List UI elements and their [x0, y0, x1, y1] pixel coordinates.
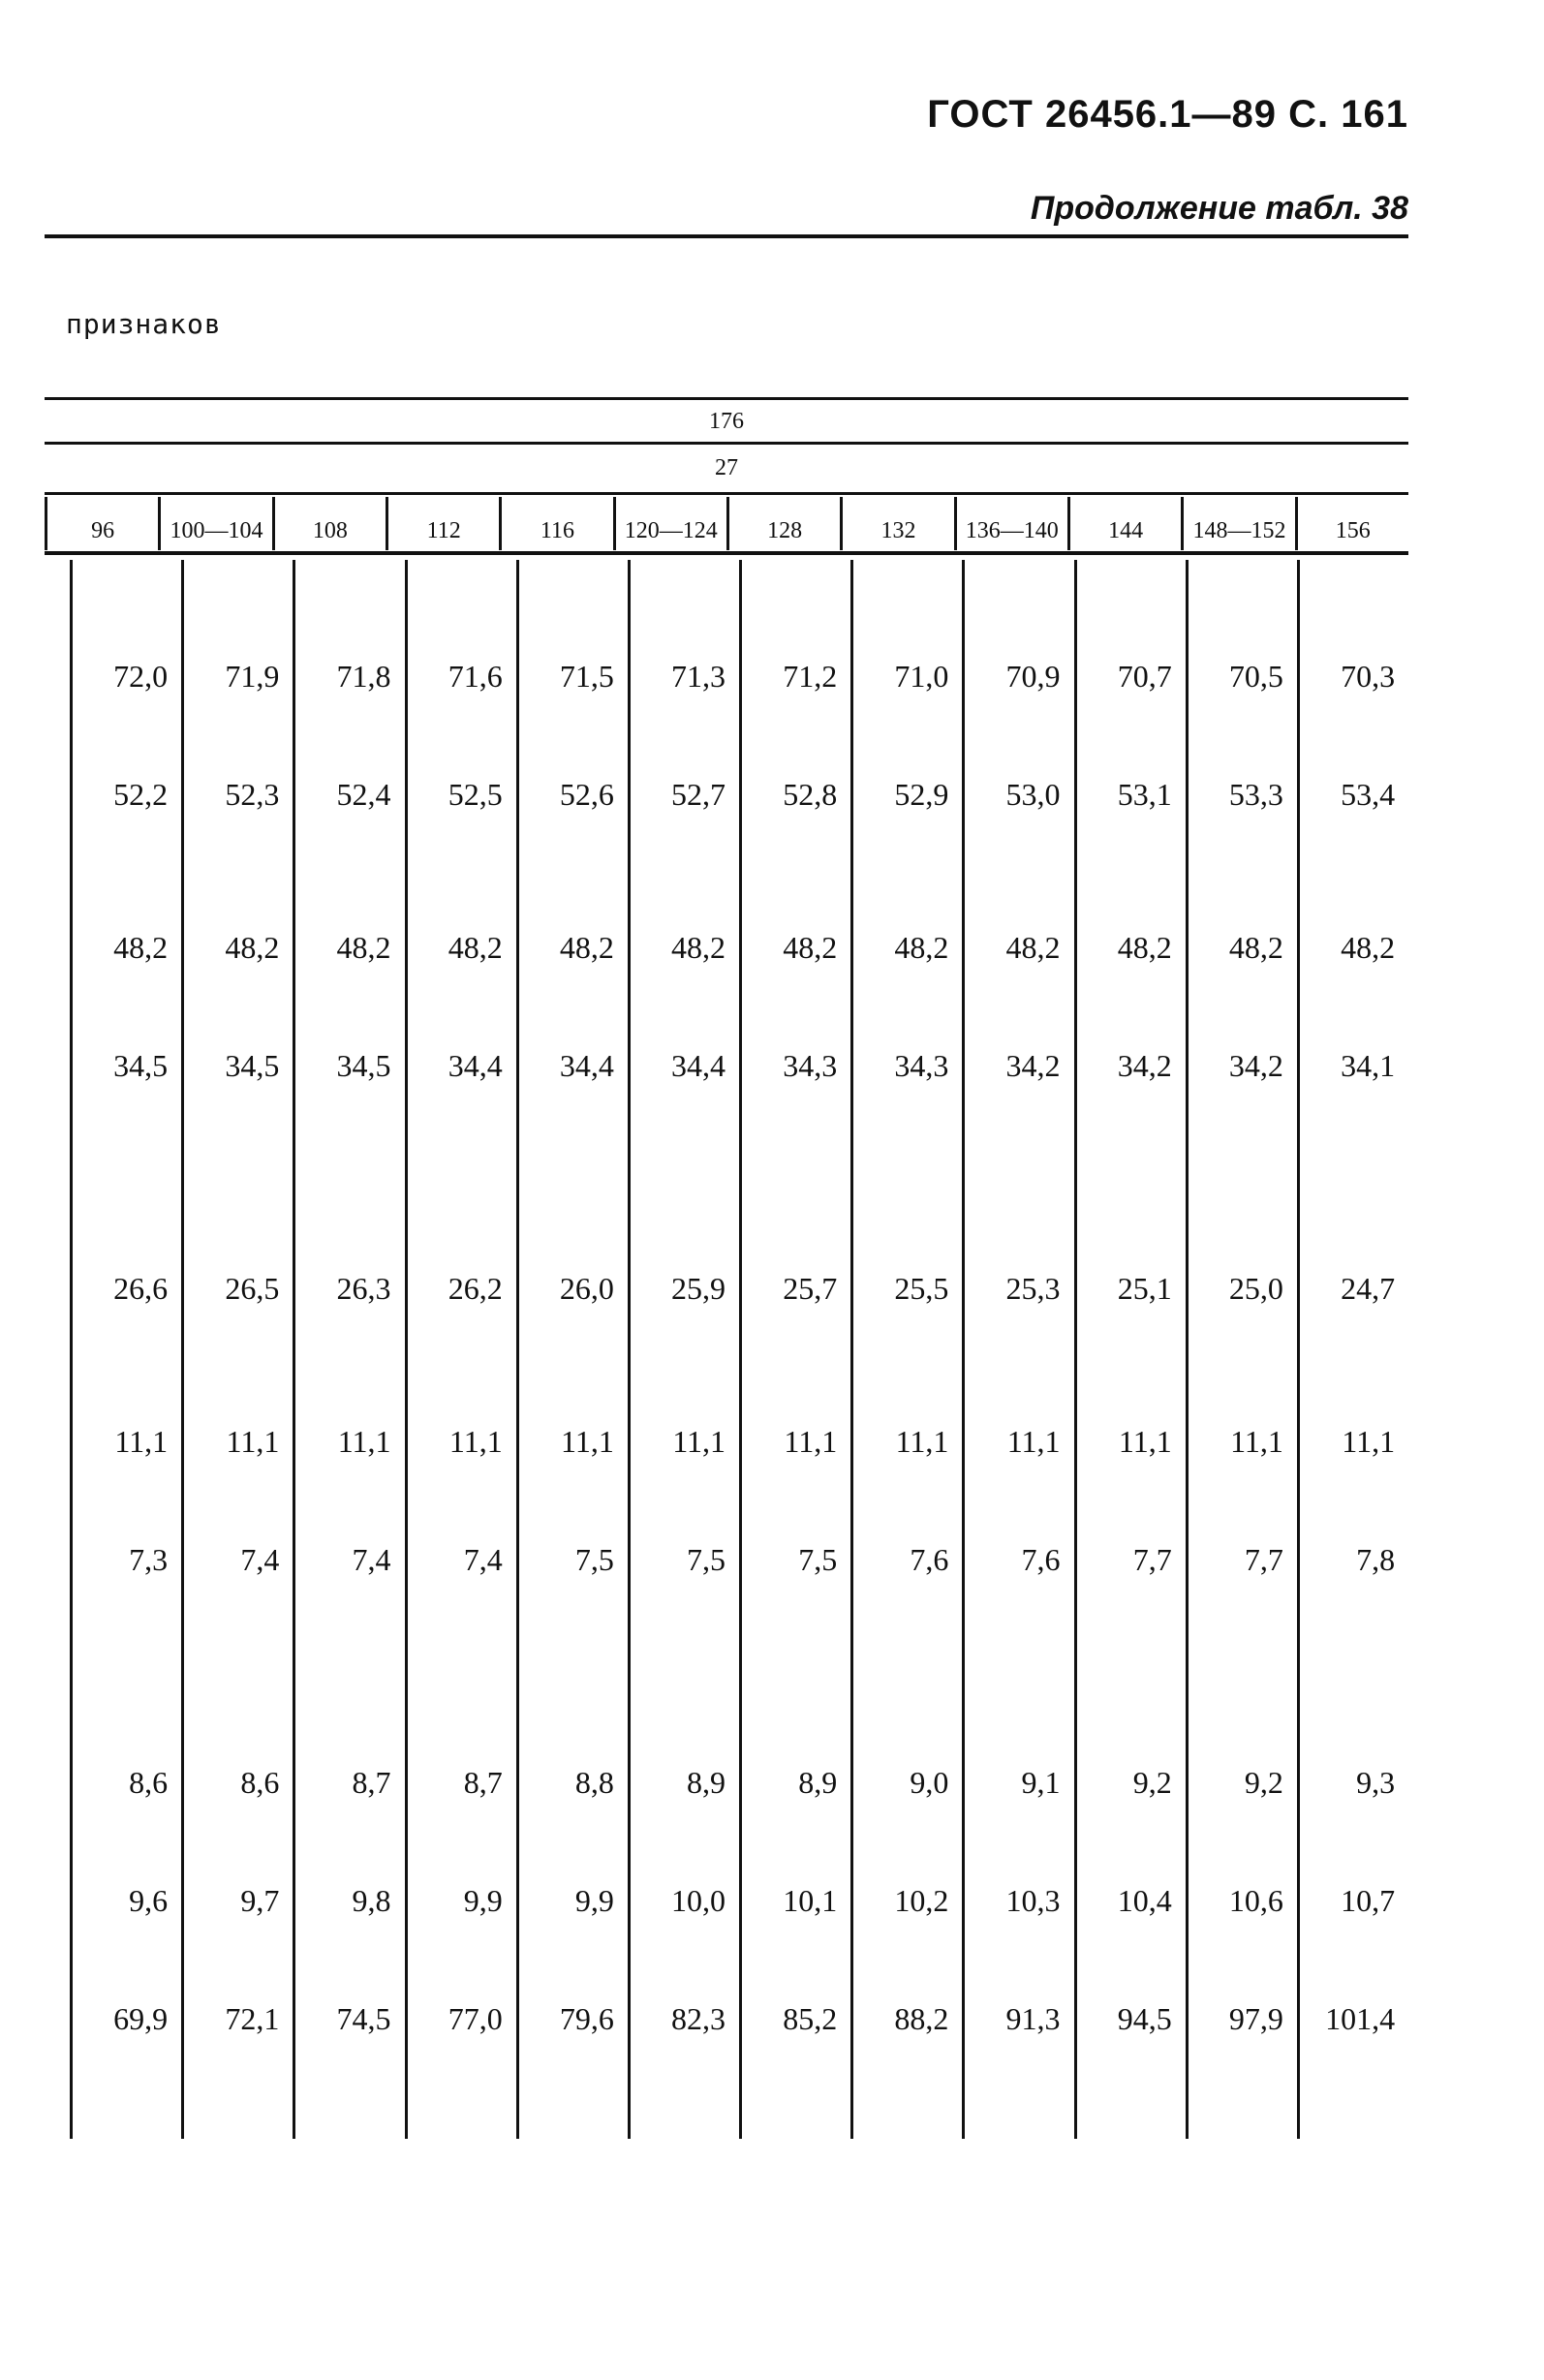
table-cell: 70,9	[1005, 659, 1061, 694]
table-cell: 11,1	[784, 1424, 838, 1459]
table-cell: 9,8	[352, 1883, 391, 1918]
table-column	[405, 560, 516, 2139]
table-cell: 70,3	[1341, 659, 1396, 694]
table-cell: 7,6	[910, 1542, 949, 1577]
table-cell: 9,9	[574, 1883, 614, 1918]
table-cell: 34,3	[894, 1048, 949, 1083]
table-cell: 7,7	[1132, 1542, 1172, 1577]
table-cell: 25,7	[783, 1271, 838, 1306]
table-cell: 25,0	[1228, 1271, 1283, 1306]
table-cell: 10,1	[783, 1883, 838, 1918]
table-cell: 48,2	[1117, 930, 1172, 965]
table-cell: 7,8	[1356, 1542, 1396, 1577]
table-cell: 34,4	[559, 1048, 614, 1083]
table-cell: 52,8	[783, 777, 838, 812]
table-header	[45, 397, 1408, 562]
column-header: 116	[499, 497, 612, 550]
table-rule	[45, 492, 1408, 495]
table-cell: 71,3	[671, 659, 726, 694]
table-cell: 77,0	[448, 2001, 503, 2036]
table-cell: 97,9	[1228, 2001, 1283, 2036]
table-cell: 53,4	[1341, 777, 1396, 812]
table-cell: 11,1	[114, 1424, 169, 1459]
table-cell: 11,1	[1006, 1424, 1061, 1459]
table-rule	[45, 442, 1408, 445]
table-cell: 7,4	[352, 1542, 391, 1577]
table-cell: 8,9	[687, 1765, 726, 1800]
column-header: 148—152	[1181, 497, 1294, 550]
table-cell: 53,0	[1005, 777, 1061, 812]
table-cell: 85,2	[783, 2001, 838, 2036]
table-cell: 71,2	[783, 659, 838, 694]
table-cell: 52,4	[336, 777, 391, 812]
table-cell: 94,5	[1117, 2001, 1172, 2036]
table-cell: 48,2	[1005, 930, 1061, 965]
table-cell: 52,3	[225, 777, 280, 812]
table-cell: 71,0	[894, 659, 949, 694]
table-cell: 8,9	[798, 1765, 838, 1800]
column-header: 156	[1295, 497, 1408, 550]
table-cell: 9,2	[1244, 1765, 1283, 1800]
table-cell: 34,2	[1228, 1048, 1283, 1083]
table-rule	[45, 397, 1408, 400]
table-cell: 10,4	[1117, 1883, 1172, 1918]
table-cell: 34,2	[1117, 1048, 1172, 1083]
table-cell: 70,7	[1117, 659, 1172, 694]
span-header-27: 27	[715, 455, 738, 480]
table-cell: 9,3	[1356, 1765, 1396, 1800]
table-cell: 11,1	[672, 1424, 726, 1459]
table-cell: 34,5	[336, 1048, 391, 1083]
table-cell: 82,3	[671, 2001, 726, 2036]
table-column	[516, 560, 628, 2139]
table-continuation-title: Продолжение табл. 38	[1030, 190, 1408, 227]
table-cell: 7,5	[687, 1542, 726, 1577]
table-cell: 10,7	[1341, 1883, 1396, 1918]
table-cell: 7,6	[1021, 1542, 1061, 1577]
table-cell: 48,2	[336, 930, 391, 965]
table-cell: 26,5	[225, 1271, 280, 1306]
table-column	[293, 560, 404, 2139]
column-header: 132	[840, 497, 953, 550]
table-cell: 71,6	[448, 659, 503, 694]
table-cell: 69,9	[113, 2001, 169, 2036]
table-cell: 71,5	[559, 659, 614, 694]
table-cell: 79,6	[559, 2001, 614, 2036]
table-column	[850, 560, 962, 2139]
table-cell: 25,5	[894, 1271, 949, 1306]
table-cell: 71,8	[336, 659, 391, 694]
table-column	[1186, 560, 1297, 2139]
document-reference: ГОСТ 26456.1—89 С. 161	[927, 93, 1408, 136]
table-cell: 52,6	[559, 777, 614, 812]
table-cell: 10,0	[671, 1883, 726, 1918]
table-column	[181, 560, 293, 2139]
table-cell: 9,6	[129, 1883, 169, 1918]
table-cell: 7,4	[463, 1542, 503, 1577]
table-column	[739, 560, 850, 2139]
column-header: 100—104	[158, 497, 271, 550]
table-cell: 8,8	[574, 1765, 614, 1800]
table-cell: 53,1	[1117, 777, 1172, 812]
table-cell: 11,1	[226, 1424, 280, 1459]
table-column	[1297, 560, 1408, 2139]
table-cell: 34,4	[448, 1048, 503, 1083]
table-cell: 70,5	[1228, 659, 1283, 694]
table-cell: 11,1	[1118, 1424, 1172, 1459]
span-header-176: 176	[709, 409, 744, 434]
table-cell: 25,3	[1005, 1271, 1061, 1306]
table-cell: 52,2	[113, 777, 169, 812]
column-header: 120—124	[613, 497, 726, 550]
table-cell: 8,7	[463, 1765, 503, 1800]
table-cell: 88,2	[894, 2001, 949, 2036]
table-cell: 9,2	[1132, 1765, 1172, 1800]
table-cell: 34,4	[671, 1048, 726, 1083]
table-cell: 26,6	[113, 1271, 169, 1306]
table-rule	[45, 551, 1408, 555]
table-cell: 52,7	[671, 777, 726, 812]
column-header: 144	[1067, 497, 1181, 550]
table-cell: 91,3	[1005, 2001, 1061, 2036]
table-cell: 11,1	[1230, 1424, 1283, 1459]
table-cell: 10,3	[1005, 1883, 1061, 1918]
table-cell: 34,3	[783, 1048, 838, 1083]
table-cell: 48,2	[448, 930, 503, 965]
table-cell: 7,3	[129, 1542, 169, 1577]
column-header: 108	[272, 497, 386, 550]
feature-label: признаков	[66, 308, 222, 340]
table-cell: 26,3	[336, 1271, 391, 1306]
table-cell: 53,3	[1228, 777, 1283, 812]
table-cell: 52,9	[894, 777, 949, 812]
table-cell: 8,6	[129, 1765, 169, 1800]
table-cell: 34,1	[1341, 1048, 1396, 1083]
table-cell: 7,5	[798, 1542, 838, 1577]
table-cell: 26,2	[448, 1271, 503, 1306]
table-cell: 72,1	[225, 2001, 280, 2036]
table-cell: 48,2	[1228, 930, 1283, 965]
table-column	[962, 560, 1073, 2139]
table-cell: 34,5	[225, 1048, 280, 1083]
column-header: 96	[45, 497, 158, 550]
table-cell: 48,2	[783, 930, 838, 965]
column-header: 112	[386, 497, 499, 550]
table-cell: 7,7	[1244, 1542, 1283, 1577]
table-cell: 11,1	[337, 1424, 391, 1459]
header-rule	[45, 234, 1408, 238]
page-header	[0, 0, 1544, 252]
table-cell: 48,2	[1341, 930, 1396, 965]
table-cell: 48,2	[225, 930, 280, 965]
column-headers	[45, 497, 1408, 550]
table-cell: 25,1	[1117, 1271, 1172, 1306]
table-cell: 101,4	[1325, 2001, 1396, 2036]
table-cell: 11,1	[561, 1424, 614, 1459]
table-cell: 7,5	[574, 1542, 614, 1577]
table-cell: 52,5	[448, 777, 503, 812]
table-cell: 9,7	[240, 1883, 280, 1918]
table-cell: 8,7	[352, 1765, 391, 1800]
table-body	[70, 560, 1408, 2139]
table-cell: 10,6	[1228, 1883, 1283, 1918]
table-column	[70, 560, 181, 2139]
table-cell: 7,4	[240, 1542, 280, 1577]
table-cell: 48,2	[671, 930, 726, 965]
table-cell: 26,0	[559, 1271, 614, 1306]
table-cell: 34,2	[1005, 1048, 1061, 1083]
table-cell: 10,2	[894, 1883, 949, 1918]
table-cell: 24,7	[1341, 1271, 1396, 1306]
table-cell: 8,6	[240, 1765, 280, 1800]
table-cell: 48,2	[113, 930, 169, 965]
table-column	[628, 560, 739, 2139]
table-cell: 9,0	[910, 1765, 949, 1800]
table-cell: 25,9	[671, 1271, 726, 1306]
table-cell: 72,0	[113, 659, 169, 694]
column-header: 128	[726, 497, 840, 550]
table-cell: 48,2	[894, 930, 949, 965]
table-column	[1074, 560, 1186, 2139]
table-cell: 9,1	[1021, 1765, 1061, 1800]
table-cell: 71,9	[225, 659, 280, 694]
table-cell: 11,1	[1342, 1424, 1396, 1459]
table-cell: 11,1	[448, 1424, 503, 1459]
table-cell: 74,5	[336, 2001, 391, 2036]
column-header: 136—140	[954, 497, 1067, 550]
table-cell: 48,2	[559, 930, 614, 965]
table-cell: 9,9	[463, 1883, 503, 1918]
table-cell: 34,5	[113, 1048, 169, 1083]
table-cell: 11,1	[895, 1424, 949, 1459]
